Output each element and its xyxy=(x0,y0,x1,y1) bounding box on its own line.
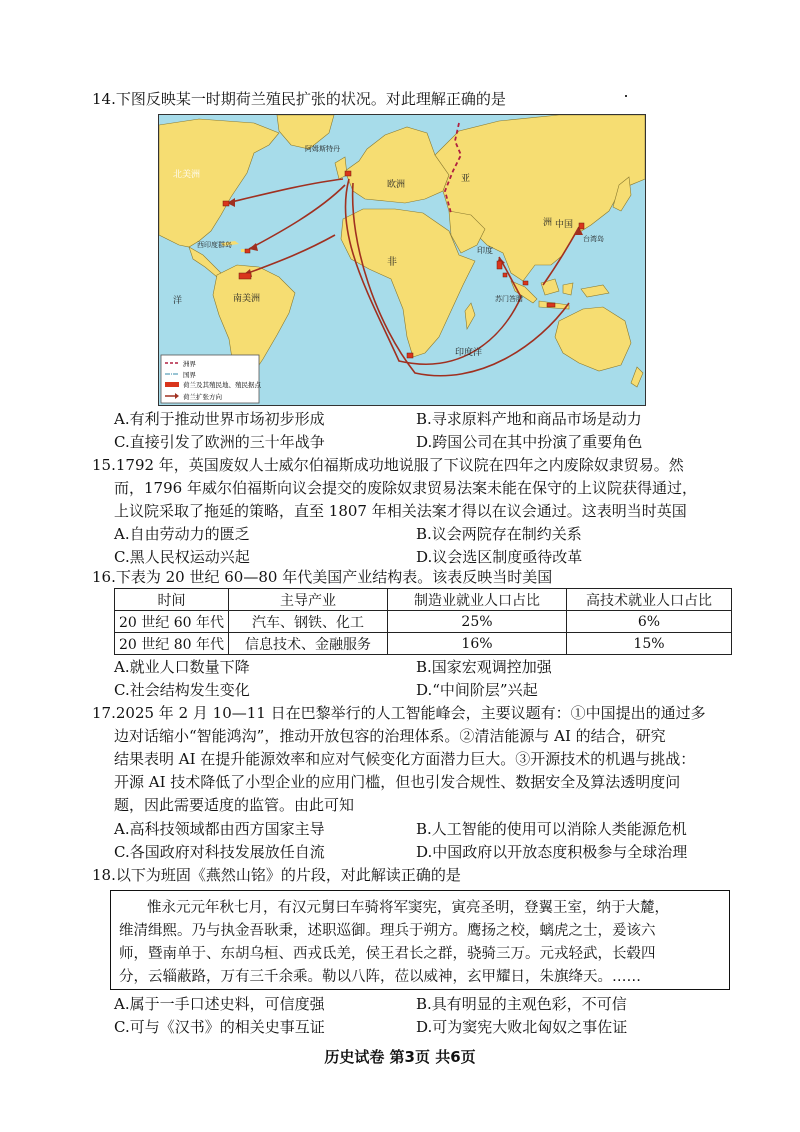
q17-line-3: 结果表明 AI 在提升能源效率和应对气候变化方面潜力巨大。③开源技术的机遇与挑战： xyxy=(114,750,696,768)
q16-option-b[interactable]: B.国家宏观调控加强 xyxy=(416,658,552,676)
q16-option-c[interactable]: C.社会结构发生变化 xyxy=(114,681,250,699)
colony-caribbean xyxy=(245,249,250,253)
page-footer: 历史试卷 第3页 共6页 xyxy=(324,1048,476,1066)
table-header: 高技术就业人口占比 xyxy=(566,589,731,611)
q17-option-d[interactable]: D.中国政府以开放态度积极参与全球治理 xyxy=(416,843,688,861)
colony-amsterdam xyxy=(345,171,351,176)
label-asia-b: 洲 xyxy=(543,218,553,228)
label-africa: 非 xyxy=(387,257,397,268)
label-europe: 欧洲 xyxy=(387,180,406,190)
colony-taiwan xyxy=(579,223,584,229)
q17-option-b[interactable]: B.人工智能的使用可以消除人类能源危机 xyxy=(416,820,687,838)
q17-line-2: 边对话缩小“智能鸿沟”，推动开放包容的治理体系。②清洁能源与 AI 的结合，研究 xyxy=(114,727,666,745)
q18-option-a[interactable]: A.属于一手口述史料，可信度强 xyxy=(114,995,325,1013)
legend-route: 荷兰扩张方向 xyxy=(183,393,222,401)
question-18-options xyxy=(114,993,734,1039)
table-cell: 25% xyxy=(387,611,566,633)
q16-option-a[interactable]: A.就业人口数量下降 xyxy=(114,658,250,676)
q14-option-d[interactable]: D.跨国公司在其中扮演了重要角色 xyxy=(416,433,643,451)
quote-line: 维清缉熙。乃与执金吾耿秉，述职巡御。理兵于朔方。鹰扬之校，螭虎之士，爰该六 xyxy=(119,923,656,939)
table-cell: 16% xyxy=(387,633,566,655)
question-14 xyxy=(92,88,732,111)
table-cell: 20 世纪 80 年代 xyxy=(115,633,229,655)
label-north-america: 北美洲 xyxy=(173,170,201,180)
quote-line: 师，暨南单于、东胡乌桓、西戎氐羌，侯王君长之群，骁骑三万。元戎轻武，长毂四 xyxy=(119,946,656,962)
table-row xyxy=(115,611,732,633)
q15-option-d[interactable]: D.议会选区制度亟待改革 xyxy=(416,548,583,566)
industry-structure-table xyxy=(114,588,732,655)
colony-guiana xyxy=(239,273,251,279)
q15-option-b[interactable]: B.议会两院存在制约关系 xyxy=(416,525,582,543)
q15-line-2: 而，1796 年威尔伯福斯向议会提交的废除奴隶贸易法案未能在保守的上议院获得通过， xyxy=(114,479,697,497)
label-india: 印度 xyxy=(477,246,493,255)
table-cell: 汽车、钢铁、化工 xyxy=(228,611,387,633)
table-header-row xyxy=(115,589,732,611)
q14-option-b[interactable]: B.寻求原料产地和商品市场是动力 xyxy=(416,410,642,428)
q15-line-3: 上议院采取了拖延的策略，直至 1807 年相关法案才得以在议会通过。这表明当时英国 xyxy=(114,502,687,520)
table-row xyxy=(115,633,732,655)
q14-option-a[interactable]: A.有利于推动世界市场初步形成 xyxy=(114,410,325,428)
q15-line-1: 15.1792 年，英国废奴人士威尔伯福斯成功地说服了下议院在四年之内废除奴隶贸易。然 xyxy=(92,456,684,474)
legend-colony: 荷兰及其殖民地、殖民据点 xyxy=(183,381,261,389)
table-header: 时间 xyxy=(115,589,229,611)
label-south-america: 南美洲 xyxy=(233,294,261,304)
table-header: 主导产业 xyxy=(228,589,387,611)
label-taiwan: 台湾岛 xyxy=(583,235,604,243)
question-17 xyxy=(92,702,732,817)
inscription-excerpt-box xyxy=(110,890,730,990)
map-legend xyxy=(161,355,262,403)
label-asia-a: 亚 xyxy=(461,174,471,184)
q17-line-4: 开源 AI 技术降低了小型企业的应用门槛，但也引发合规性、数据安全及算法透明度问 xyxy=(114,773,681,791)
q15-option-a[interactable]: A.自由劳动力的匮乏 xyxy=(114,525,250,543)
q15-option-c[interactable]: C.黑人民权运动兴起 xyxy=(114,548,250,566)
legend-continent: 洲界 xyxy=(183,360,196,368)
quote-line: 分，云辎蔽路，万有三千余乘。勒以八阵，莅以威神，玄甲耀日，朱旗绛天。…… xyxy=(119,969,641,985)
legend-colony-swatch xyxy=(165,382,179,387)
colony-new-amsterdam xyxy=(223,201,229,206)
question-16-options xyxy=(114,656,734,702)
colony-ceylon xyxy=(503,273,507,277)
q17-option-c[interactable]: C.各国政府对科技发展放任自流 xyxy=(114,843,325,861)
question-16 xyxy=(92,566,732,589)
q14-option-c[interactable]: C.直接引发了欧洲的三十年战争 xyxy=(114,433,325,451)
q17-line-1: 17.2025 年 2 月 10—11 日在巴黎举行的人工智能峰会，主要议题有：①中国提出的通过多 xyxy=(92,704,706,722)
question-17-options xyxy=(114,818,734,864)
colony-cape xyxy=(407,353,413,358)
q18-option-d[interactable]: D.可为窦宪大败北匈奴之事佐证 xyxy=(416,1018,628,1036)
colony-malacca xyxy=(523,281,528,285)
table-cell: 6% xyxy=(566,611,731,633)
label-sumatra: 苏门答腊 xyxy=(495,295,523,303)
table-header: 制造业就业人口占比 xyxy=(387,589,566,611)
q16-option-d[interactable]: D.“中间阶层”兴起 xyxy=(416,681,538,699)
q17-option-a[interactable]: A.高科技领域都由西方国家主导 xyxy=(114,820,325,838)
label-ocean: 洋 xyxy=(173,296,183,306)
question-14-options xyxy=(114,408,734,454)
q18-option-b[interactable]: B.具有明显的主观色彩，不可信 xyxy=(416,995,627,1013)
question-14-stem: 14.下图反映某一时期荷兰殖民扩张的状况。对此理解正确的是 xyxy=(92,90,506,108)
question-18-stem: 18.以下为班固《燕然山铭》的片段，对此解读正确的是 xyxy=(92,866,461,884)
legend-border: 国界 xyxy=(183,371,196,379)
colony-india xyxy=(497,261,502,269)
colony-java xyxy=(547,303,555,307)
label-amsterdam: 阿姆斯特丹 xyxy=(305,145,340,153)
question-15 xyxy=(92,454,732,523)
label-indian-ocean: 印度洋 xyxy=(455,348,483,358)
label-china: 中国 xyxy=(555,220,574,230)
question-15-options xyxy=(114,523,734,569)
table-cell: 20 世纪 60 年代 xyxy=(115,611,229,633)
quote-line: 惟永元元年秋七月，有汉元舅曰车骑将军窦宪，寅亮圣明，登翼王室，纳于大麓， xyxy=(147,900,669,916)
label-west-indies: 西印度群岛 xyxy=(197,241,232,249)
question-16-stem: 16.下表为 20 世纪 60—80 年代美国产业结构表。该表反映当时美国 xyxy=(92,568,553,586)
table-cell: 信息技术、金融服务 xyxy=(228,633,387,655)
question-18 xyxy=(92,864,732,887)
table-cell: 15% xyxy=(566,633,731,655)
q18-option-c[interactable]: C.可与《汉书》的相关史事互证 xyxy=(114,1018,325,1036)
q17-line-5: 题，因此需要适度的监管。由此可知 xyxy=(114,796,355,814)
dutch-expansion-map xyxy=(158,114,646,406)
